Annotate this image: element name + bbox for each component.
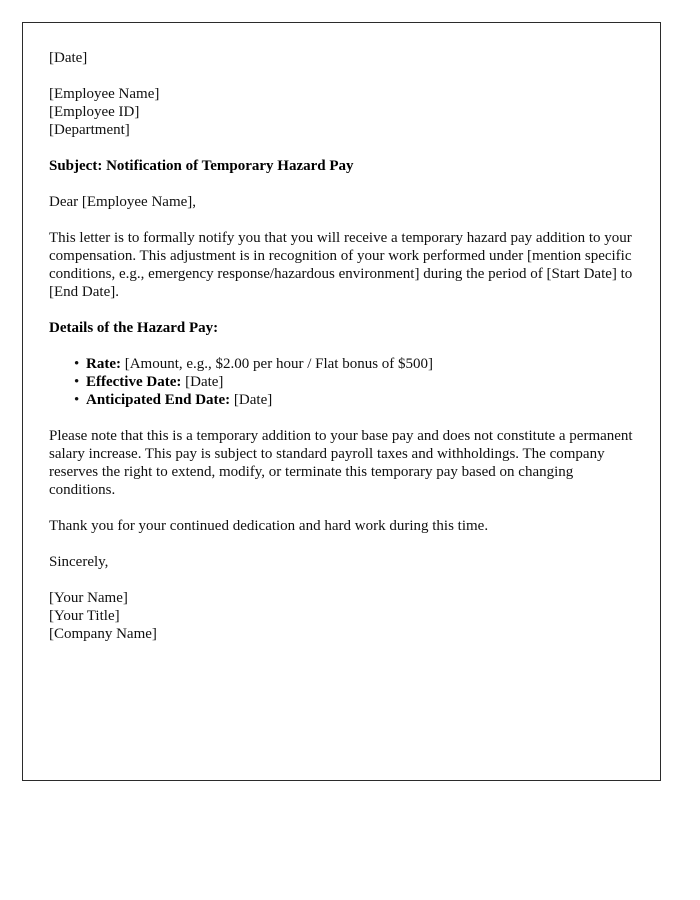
bullet-icon: • xyxy=(74,392,80,408)
subject-line: Subject: Notification of Temporary Hazard Pay xyxy=(49,158,354,174)
recipient-employee-id: [Employee ID] xyxy=(49,104,140,120)
recipient-department: [Department] xyxy=(49,122,130,138)
signature-company: [Company Name] xyxy=(49,626,157,642)
list-item xyxy=(49,391,637,409)
thanks-paragraph: Thank you for your continued dedication and hard work during this time. xyxy=(49,518,489,534)
disclaimer-paragraph: Please note that this is a temporary addition to your base pay and does not constitute a permanent salary increase. This pay is subject to standard payroll taxes and withholdings. The company reserves the right to extend, modify, or terminate this temporary pay based on changing conditions. xyxy=(49,428,633,498)
detail-label: Anticipated End Date: xyxy=(86,392,234,408)
detail-value: [Date] xyxy=(233,392,273,408)
list-item xyxy=(49,373,637,391)
detail-value: [Amount, e.g., $2.00 per hour / Flat bonus of $500] xyxy=(124,356,434,372)
signature-name: [Your Name] xyxy=(49,590,128,606)
recipient-address-block xyxy=(49,85,637,139)
hazard-pay-details-list xyxy=(49,355,637,409)
bullet-icon: • xyxy=(74,374,80,390)
recipient-name: [Employee Name] xyxy=(49,86,160,102)
closing-line: Sincerely, xyxy=(49,554,109,570)
list-item xyxy=(49,355,637,373)
date-line: [Date] xyxy=(49,50,88,66)
document-page xyxy=(22,22,661,781)
details-heading: Details of the Hazard Pay: xyxy=(49,320,219,336)
signature-title: [Your Title] xyxy=(49,608,120,624)
detail-label: Rate: xyxy=(86,356,125,372)
salutation: Dear [Employee Name], xyxy=(49,194,197,210)
signature-block xyxy=(49,589,637,643)
detail-value: [Date] xyxy=(185,374,224,390)
intro-paragraph: This letter is to formally notify you that you will receive a temporary hazard pay addition to your compensation. This adjustment is in recognition of your work performed under [mention specific conditions, e.g., emergency response/hazardous environment] during the period of [Start Date] to [End Date]. xyxy=(49,230,633,300)
detail-label: Effective Date: xyxy=(86,374,186,390)
bullet-icon: • xyxy=(74,356,80,372)
letter-content xyxy=(49,49,637,643)
